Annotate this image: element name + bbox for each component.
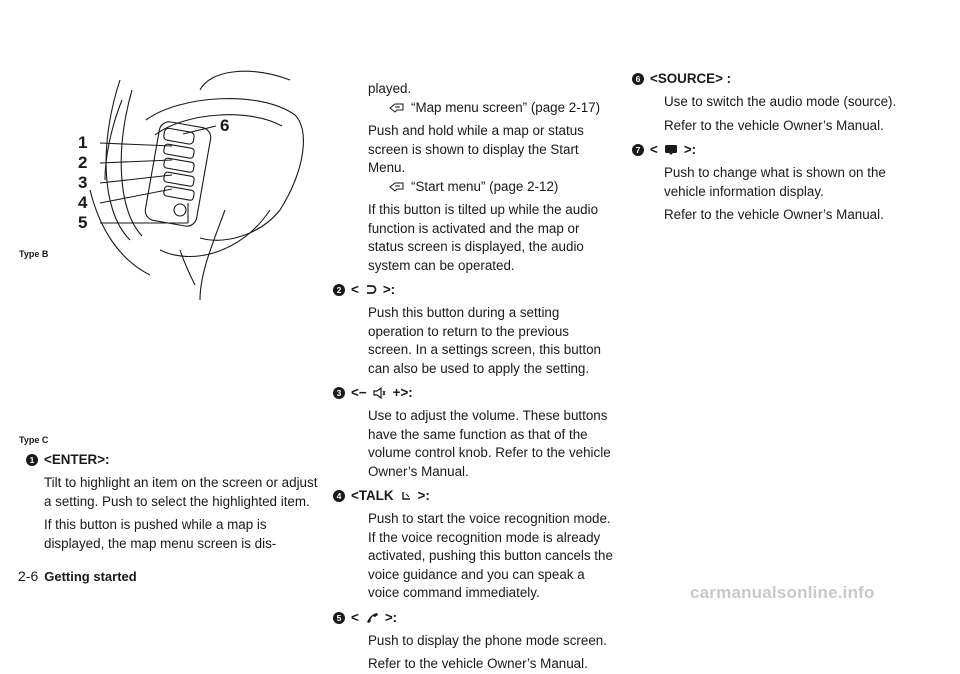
item-2-title-pre: < <box>351 282 359 297</box>
item-3-title-pre: <− <box>351 385 367 400</box>
item-number-badge: 6 <box>632 73 644 85</box>
item-6-para2: Refer to the vehicle Owner’s Manual. <box>664 117 884 133</box>
reference-pointer-icon <box>388 101 406 114</box>
item-2-para1: Push this button during a setting operation to return to the previous screen. In a settings screen, this button can also be used to apply the setting. <box>368 305 601 376</box>
item-1-heading <box>26 451 322 469</box>
item-number-badge: 3 <box>333 387 345 399</box>
item-2-heading <box>333 281 616 299</box>
figure-callout-2: 2 <box>78 153 88 172</box>
figure-callout-1: 1 <box>78 133 88 152</box>
item-4-title-post: >: <box>417 488 430 503</box>
phone-icon <box>365 612 379 624</box>
item-7-para2: Refer to the vehicle Owner’s Manual. <box>664 207 884 222</box>
figure-callout-6: 6 <box>220 116 230 135</box>
item-7-para1: Push to change what is shown on the vehicle information display. <box>664 165 886 199</box>
info-display-icon <box>664 144 678 156</box>
item-6-para1: Use to switch the audio mode (source). <box>664 94 897 109</box>
item-4-para1: Push to start the voice recognition mode. If the voice recognition mode is already activated, pushing this button cancels the voice guidance and you can speak a voice command immediately. <box>368 511 613 600</box>
reference-map-menu-text: “Map menu screen” (page 2-17) <box>411 99 601 115</box>
item-number-badge: 5 <box>333 612 345 624</box>
item-number-badge: 4 <box>333 490 345 502</box>
figure-callout-4: 4 <box>78 193 88 212</box>
page-footer <box>18 568 137 584</box>
item-1-para1: Tilt to highlight an item on the screen or adjust a setting. Push to select the highlighted item. <box>44 475 318 509</box>
item-4-title-pre: <TALK <box>351 488 394 503</box>
item-5-para2: Refer to the vehicle Owner’s Manual. <box>368 656 588 671</box>
item-3-para1: Use to adjust the volume. These buttons have the same function as that of the volume control knob. Refer to the vehicle Owner’s Manual. <box>368 408 611 479</box>
item-1-title: <ENTER>: <box>44 452 110 467</box>
item-1 <box>26 451 322 553</box>
section-title: Getting started <box>44 569 137 584</box>
item-6-heading <box>632 70 922 88</box>
figure-caption-type-c: Type C <box>19 435 49 445</box>
item-6-title: <SOURCE> : <box>650 71 732 86</box>
item-4-heading <box>333 487 616 505</box>
item-5-heading <box>333 609 616 627</box>
item-7-title-post: >: <box>683 142 697 157</box>
figure-caption-type-b: Type B <box>19 249 49 259</box>
item-3-title-post: +>: <box>392 385 413 400</box>
item-number-badge: 7 <box>632 144 644 156</box>
item-7-heading <box>632 141 922 159</box>
item-5-para1: Push to display the phone mode screen. <box>368 632 607 648</box>
back-arrow-icon <box>365 284 377 296</box>
reference-pointer-icon <box>388 180 406 193</box>
steering-wheel-illustration <box>60 60 360 310</box>
item-number-badge: 1 <box>26 454 38 466</box>
page-number: 2-6 <box>18 568 39 584</box>
item-1-para3: Push and hold while a map or status screen is shown to display the Start Menu. <box>368 123 584 175</box>
item-1-para2: If this button is pushed while a map is displayed, the map menu screen is dis- <box>44 517 277 551</box>
item-1-para2-end: played. <box>368 81 412 96</box>
watermark: carmanualsonline.info <box>690 583 875 602</box>
item-3-heading <box>333 384 616 402</box>
reference-map-menu[interactable] <box>368 99 616 118</box>
figure-callout-3: 3 <box>78 173 88 192</box>
item-5-title-post: >: <box>384 609 398 625</box>
item-1-para4: If this button is tilted up while the audio function is activated and the map or status screen is displayed, the audio system can be operated. <box>368 202 599 273</box>
figure-callout-5: 5 <box>78 213 88 232</box>
right-column <box>632 70 922 225</box>
item-2-title-post: >: <box>382 282 396 297</box>
item-7-title-pre: < <box>650 142 658 157</box>
item-number-badge: 2 <box>333 284 345 296</box>
voice-talk-icon <box>400 490 412 502</box>
middle-column <box>333 80 616 674</box>
speaker-volume-icon <box>373 387 387 399</box>
reference-start-menu[interactable] <box>368 178 616 197</box>
item-5-title-pre: < <box>351 609 359 625</box>
reference-start-menu-text: “Start menu” (page 2-12) <box>411 178 559 194</box>
